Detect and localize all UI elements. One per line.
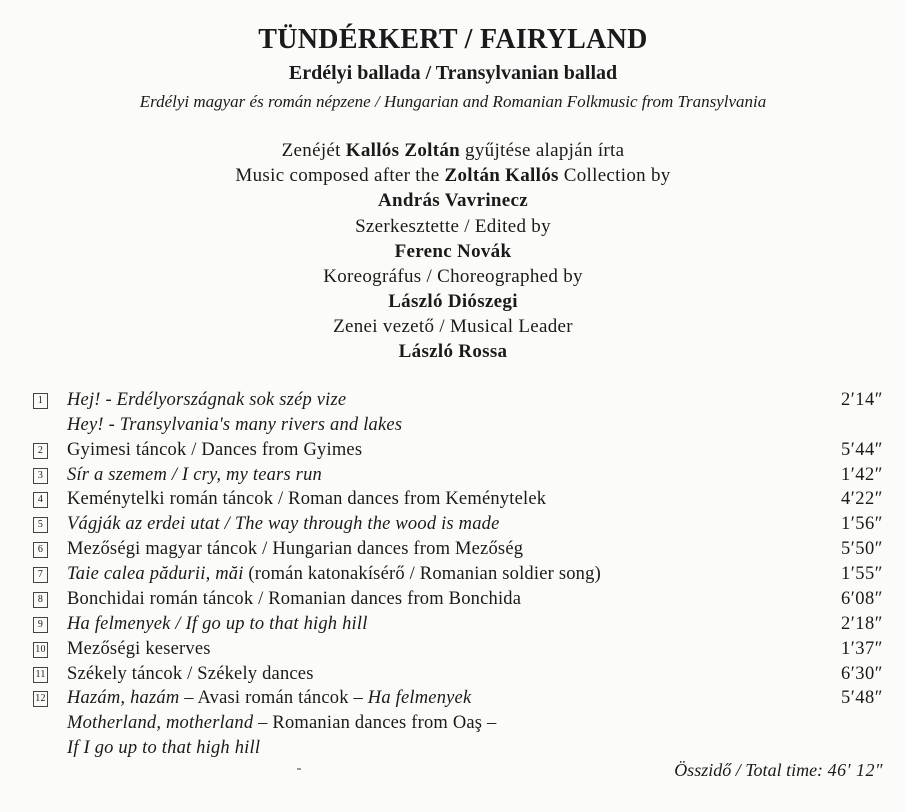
track-title: Sír a szemem / I cry, my tears run (67, 465, 322, 485)
track-title-en: Motherland, motherland – Romanian dances from Oaş – (67, 713, 497, 733)
track-row (33, 564, 883, 586)
track-row (33, 489, 883, 511)
total-time-value: 46′ 12″ (827, 760, 883, 780)
track-number: 3 (33, 468, 48, 484)
track-number: 7 (33, 567, 48, 583)
track-row (33, 639, 883, 661)
track-title: Gyimesi táncok / Dances from Gyimes (67, 440, 363, 460)
track-row (33, 465, 883, 487)
track-duration: 2′14″ (840, 390, 883, 410)
track-duration: 5′50″ (840, 539, 883, 559)
album-subtitle: Erdélyi ballada / Transylvanian ballad (288, 62, 618, 84)
track-title: Mezőségi keserves (67, 639, 211, 659)
track-row-cont (33, 738, 883, 760)
track-row (33, 514, 883, 536)
track-number: 8 (33, 592, 48, 608)
track-duration: 5′48″ (840, 688, 883, 708)
composer-name: András Vavrinecz (378, 190, 528, 211)
track-title: Mezőségi magyar táncok / Hungarian dances from Mezőség (67, 539, 524, 559)
track-number: 5 (33, 517, 48, 533)
track-duration: 5′44″ (840, 440, 883, 460)
choreographer-name: László Diószegi (388, 291, 518, 312)
credit-line-hu: Zenéjét Kallós Zoltán gyűjtése alapján írta (281, 140, 625, 161)
editor-name: Ferenc Novák (394, 241, 512, 262)
track-title: Bonchidai román táncok / Romanian dances from Bonchida (67, 589, 522, 609)
album-tagline: Erdélyi magyar és román népzene / Hungarian and Romanian Folkmusic from Transylvania (139, 92, 767, 111)
track-title: Vágják az erdei utat / The way through the wood is made (67, 514, 500, 534)
track-duration: 1′42″ (840, 465, 883, 485)
track-number: 11 (33, 667, 48, 683)
track-row-cont (33, 415, 883, 437)
track-duration: 1′56″ (840, 514, 883, 534)
track-row (33, 390, 883, 412)
track-number: 4 (33, 492, 48, 508)
editor-label: Szerkesztette / Edited by (355, 216, 551, 237)
track-row (33, 589, 883, 611)
print-speck (297, 768, 301, 770)
track-row (33, 664, 883, 686)
choreographer-label: Koreográfus / Choreographed by (323, 266, 583, 287)
track-title: Keménytelki román táncok / Roman dances from Keménytelek (67, 489, 547, 509)
track-title-en-2: If I go up to that high hill (67, 738, 261, 758)
track-duration: 6′08″ (840, 589, 883, 609)
track-row (33, 614, 883, 636)
track-duration: 1′55″ (840, 564, 883, 584)
track-title: Székely táncok / Székely dances (67, 664, 314, 684)
track-row (33, 539, 883, 561)
track-number: 6 (33, 542, 48, 558)
music-leader-name: László Rossa (398, 341, 508, 362)
track-row (33, 688, 883, 710)
track-title: Taie calea pădurii, măi (román katonakísérő / Romanian soldier song) (67, 564, 601, 584)
credit-line-en: Music composed after the Zoltán Kallós Collection by (235, 165, 671, 186)
track-number: 12 (33, 691, 48, 707)
album-title: TÜNDÉRKERT / FAIRYLAND (258, 24, 648, 55)
total-time-label: Összidő / Total time: (674, 760, 828, 780)
track-number: 10 (33, 642, 48, 658)
track-number: 1 (33, 393, 48, 409)
track-duration: 6′30″ (840, 664, 883, 684)
track-title-en: Hey! - Transylvania's many rivers and lakes (67, 415, 403, 435)
track-row-cont (33, 713, 883, 735)
track-number: 2 (33, 443, 48, 459)
track-row (33, 440, 883, 462)
track-title: Hej! - Erdélyországnak sok szép vize (67, 390, 347, 410)
track-duration: 2′18″ (840, 614, 883, 634)
track-duration: 1′37″ (840, 639, 883, 659)
track-title: Ha felmenyek / If go up to that high hill (67, 614, 368, 634)
track-duration: 4′22″ (840, 489, 883, 509)
music-leader-label: Zenei vezető / Musical Leader (333, 316, 573, 337)
track-title: Hazám, hazám – Avasi román táncok – Ha felmenyek (67, 688, 472, 708)
total-time (674, 760, 883, 781)
track-number: 9 (33, 617, 48, 633)
